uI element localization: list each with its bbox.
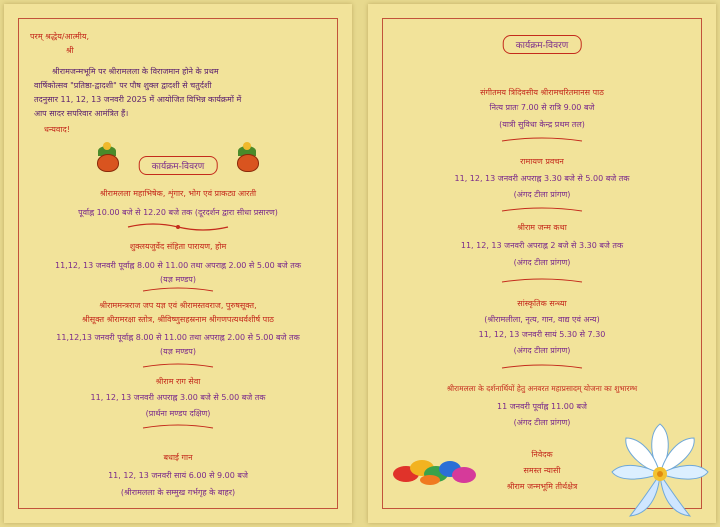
event-title: श्रीरामलला महाभिषेक, शृंगार, भोग एवं प्राकट्य आरती xyxy=(99,189,257,198)
ornament-divider-icon xyxy=(497,207,587,215)
color-splash-icon xyxy=(392,452,482,488)
event-title: श्रीराममन्त्रराज जप यज्ञ एवं श्रीरामस्तवराज, पुरुषसूक्त, xyxy=(99,301,257,310)
event-title: श्रीरामलला के दर्शनार्थियों हेतु अनवरत महाप्रसादम् योजना का शुभारम्भ xyxy=(446,384,638,393)
event-time: 11,12,13 जनवरी पूर्वाह्न 8.00 से 11.00 तथा अपराह्न 2.00 से 5.00 बजे तक xyxy=(56,333,300,342)
event-time: 11 जनवरी पूर्वाह्न 11.00 बजे xyxy=(497,402,587,411)
intro-line-3: तदनुसार 11, 12, 13 जनवरी 2025 में आयोजित विभिन्न कार्यक्रमों में xyxy=(34,95,242,104)
event-title: सांस्कृतिक सन्ध्या xyxy=(517,299,567,308)
event-venue: (अंगद टीला प्रांगण) xyxy=(513,418,571,427)
event-subtitle: (श्रीरामलीला, नृत्य, गान, वाद्य एवं अन्य) xyxy=(484,315,600,324)
event-time: 11, 12, 13 जनवरी अपराह्न 2 बजे से 3.30 बजे तक xyxy=(460,241,624,250)
event-title: श्रीसूक्त श्रीरामरक्षा स्तोत्र, श्रीविष्णुसहस्रनाम श्रीगणपत्यथर्वशीर्ष पाठ xyxy=(82,315,274,324)
event-title: श्रीराम राग सेवा xyxy=(155,377,201,386)
event-venue: (यज्ञ मण्डप) xyxy=(160,275,196,284)
kalash-icon xyxy=(92,142,122,172)
ornament-divider-icon xyxy=(497,364,587,372)
event-venue: (यात्री सुविधा केन्द्र प्रथम तल) xyxy=(499,120,585,129)
shri-label: श्री xyxy=(66,46,74,55)
event-venue: (अंगद टीला प्रांगण) xyxy=(513,190,571,199)
event-title: बधाई गान xyxy=(163,453,193,462)
footer-nivedak: निवेदक xyxy=(531,450,553,459)
event-time: 11, 12, 13 जनवरी सायं 6.00 से 9.00 बजे xyxy=(108,471,248,480)
event-time: 11, 12, 13 जनवरी सायं 5.30 से 7.30 xyxy=(478,330,606,339)
intro-line-2: वार्षिकोत्सव "प्रतिष्ठा-द्वादशी" पर पौष शुक्ल द्वादशी से चतुर्दशी xyxy=(34,81,212,90)
event-time: 11, 12, 13 जनवरी अपराह्न 3.30 बजे से 5.00 बजे तक xyxy=(454,174,630,183)
event-title: शुक्लयजुर्वेद संहिता पारायण, होम xyxy=(129,242,227,251)
footer-org: श्रीराम जन्मभूमि तीर्थक्षेत्र xyxy=(506,482,578,491)
lotus-flower-icon xyxy=(608,422,712,526)
invitation-right-page xyxy=(368,4,716,523)
section-heading: कार्यक्रम-विवरण xyxy=(139,156,218,175)
intro-line-4: आप सादर सपरिवार आमंत्रित हैं। xyxy=(34,109,129,118)
ornament-divider-icon xyxy=(497,278,587,286)
invitation-left-page xyxy=(4,4,352,523)
ornament-divider-icon xyxy=(138,287,218,295)
section-heading: कार्यक्रम-विवरण xyxy=(503,35,582,54)
ornament-divider-icon xyxy=(123,222,233,232)
event-venue: (यज्ञ मण्डप) xyxy=(160,347,196,356)
ornament-divider-icon xyxy=(138,424,218,432)
event-venue: (अंगद टीला प्रांगण) xyxy=(513,258,571,267)
footer-trustees: समस्त न्यासी xyxy=(523,466,561,475)
event-title: श्रीराम जन्म कथा xyxy=(517,223,567,232)
event-time: 11,12, 13 जनवरी पूर्वाह्न 8.00 से 11.00 तथा अपराह्न 2.00 से 5.00 बजे तक xyxy=(55,261,301,270)
kalash-icon xyxy=(232,142,262,172)
event-title: संगीतमय त्रिदिवसीय श्रीरामचरितमानस पाठ xyxy=(480,88,604,97)
intro-line-1: श्रीरामजन्मभूमि पर श्रीरामलला के विराजमान होने के प्रथम xyxy=(52,67,219,76)
event-venue: (प्रार्थना मण्डप दक्षिण) xyxy=(145,409,211,418)
event-title: रामायण प्रवचन xyxy=(520,157,564,166)
event-venue: (श्रीरामलला के सम्मुख गर्भगृह के बाहर) xyxy=(120,488,236,497)
thanks-text: धन्यवाद! xyxy=(44,125,70,134)
event-time: 11, 12, 13 जनवरी अपराह्न 3.00 बजे से 5.00 बजे तक xyxy=(90,393,266,402)
event-time: नित्य प्रातः 7.00 से रात्रि 9.00 बजे xyxy=(489,103,595,112)
ornament-divider-icon xyxy=(497,137,587,145)
ornament-divider-icon xyxy=(138,363,218,371)
event-venue: (अंगद टीला प्रांगण) xyxy=(513,346,571,355)
event-time: पूर्वाह्न 10.00 बजे से 12.20 बजे तक (दूरदर्शन द्वारा सीधा प्रसारण) xyxy=(78,208,278,217)
salutation: परम् श्रद्धेय/आत्मीय, xyxy=(30,32,89,41)
